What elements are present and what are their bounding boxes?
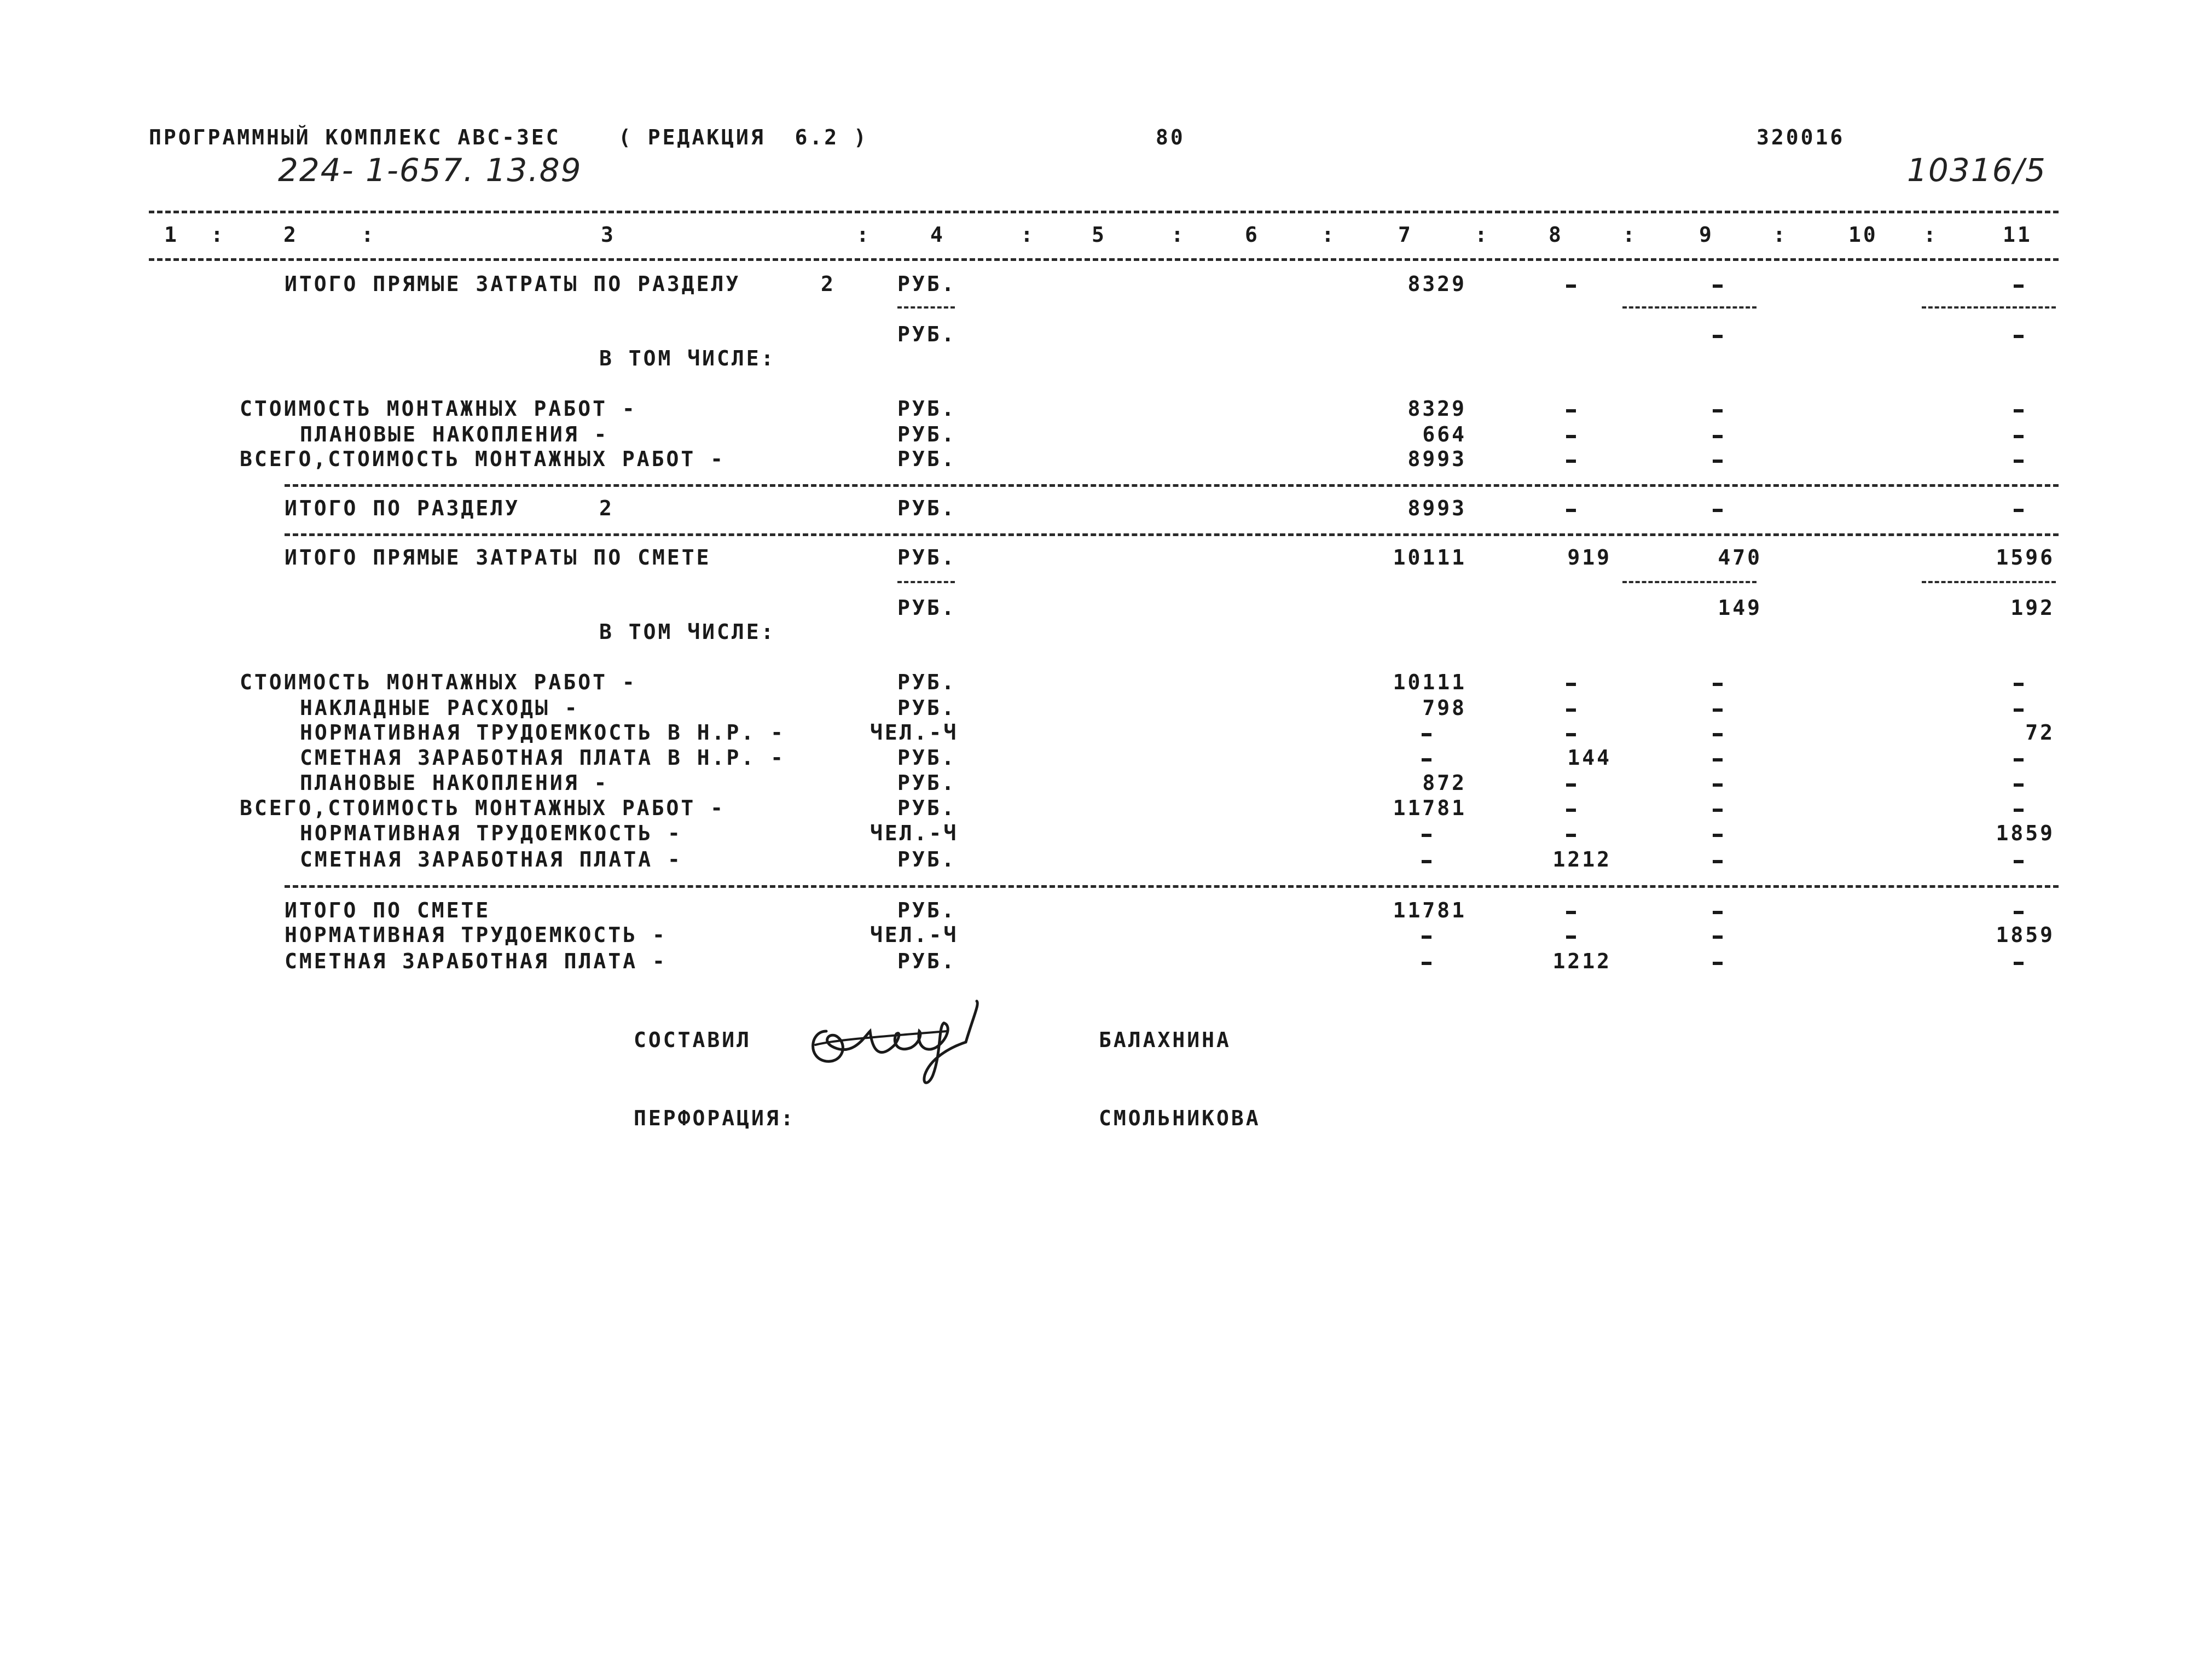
unit: РУБ. <box>897 545 957 569</box>
dash-mark <box>1713 733 1723 736</box>
dash-mark <box>1566 733 1576 736</box>
value-col8: 1212 <box>1552 847 1611 871</box>
row-label: НОРМАТИВНАЯ ТРУДОЕМКОСТЬ - <box>300 821 682 845</box>
dash-mark <box>1422 758 1431 761</box>
value-col7: 664 <box>1422 422 1466 446</box>
unit: РУБ. <box>897 949 957 973</box>
unit: РУБ. <box>897 696 957 720</box>
dash-mark <box>1713 409 1723 412</box>
dash-mark <box>1713 460 1723 463</box>
final-total-label: ИТОГО ПО СМЕТЕ <box>285 898 491 922</box>
unit: ЧЕЛ.-Ч <box>870 821 959 845</box>
column-separator: : <box>1923 223 1938 247</box>
table-top-rule <box>149 211 2059 213</box>
perforation-name: СМОЛЬНИКОВА <box>1099 1106 1261 1130</box>
dash-mark <box>1713 335 1723 338</box>
row-label: СМЕТНАЯ ЗАРАБОТНАЯ ПЛАТА - <box>300 847 682 871</box>
column-separator: : <box>211 223 225 247</box>
dash-mark <box>1713 509 1723 512</box>
value-col11: 192 <box>2010 596 2055 620</box>
column-separator: : <box>1475 223 1489 247</box>
short-rule <box>1922 306 2056 309</box>
short-rule <box>897 581 955 583</box>
dash-mark <box>1713 911 1723 914</box>
value-col8: 1212 <box>1552 949 1611 973</box>
dash-mark <box>2014 809 2024 812</box>
unit: РУБ. <box>897 596 957 620</box>
final-wages-label: СМЕТНАЯ ЗАРАБОТНАЯ ПЛАТА - <box>285 949 667 973</box>
dash-mark <box>1566 509 1576 512</box>
row-label: ПЛАНОВЫЕ НАКОПЛЕНИЯ - <box>300 422 609 446</box>
short-rule <box>897 306 955 309</box>
dash-mark <box>2014 460 2024 463</box>
dash-mark <box>1566 935 1576 939</box>
dash-mark <box>1713 834 1723 837</box>
dash-mark <box>1713 683 1723 686</box>
unit: ЧЕЛ.-Ч <box>870 923 959 947</box>
dash-mark <box>1566 809 1576 812</box>
dash-mark <box>1713 783 1723 787</box>
column-separator: : <box>856 223 871 247</box>
unit: РУБ. <box>897 322 957 346</box>
dash-mark <box>2014 335 2024 338</box>
header-bottom-rule <box>149 258 2059 261</box>
page-number: 80 <box>1156 125 1185 149</box>
dash-mark <box>1566 409 1576 412</box>
dash-mark <box>2014 683 2024 686</box>
estimate-direct-costs-label: ИТОГО ПРЯМЫЕ ЗАТРАТЫ ПО СМЕТЕ <box>285 545 711 569</box>
dash-mark <box>1566 783 1576 787</box>
dash-mark <box>1713 962 1723 965</box>
value-col7: 8329 <box>1407 272 1466 296</box>
column-header-10: 10 <box>1848 223 1878 247</box>
dash-mark <box>1713 809 1723 812</box>
value-col8: 919 <box>1567 545 1611 569</box>
dash-mark <box>2014 509 2024 512</box>
row-label: СТОИМОСТЬ МОНТАЖНЫХ РАБОТ - <box>240 397 637 421</box>
unit: РУБ. <box>897 397 957 421</box>
including-label: В ТОМ ЧИСЛЕ: <box>599 346 776 370</box>
column-header-7: 7 <box>1398 223 1413 247</box>
short-rule <box>1622 581 1757 583</box>
dash-mark <box>2014 435 2024 438</box>
value-col7: 798 <box>1422 696 1466 720</box>
unit: РУБ. <box>897 670 957 694</box>
dash-mark <box>1713 435 1723 438</box>
column-separator: : <box>1171 223 1186 247</box>
unit: РУБ. <box>897 422 957 446</box>
dash-mark <box>1422 834 1431 837</box>
row-label: СТОИМОСТЬ МОНТАЖНЫХ РАБОТ - <box>240 670 637 694</box>
value-col11: 1859 <box>1996 821 2055 845</box>
dash-mark <box>1422 935 1431 939</box>
row-label: СМЕТНАЯ ЗАРАБОТНАЯ ПЛАТА В Н.Р. - <box>300 746 785 770</box>
column-header-6: 6 <box>1245 223 1260 247</box>
short-rule <box>1922 581 2056 583</box>
composed-by-name: БАЛАХНИНА <box>1099 1028 1231 1052</box>
value-col8: 144 <box>1567 746 1611 770</box>
value-col7: 11781 <box>1393 898 1466 922</box>
signature-image <box>804 993 990 1091</box>
section-rule <box>285 484 2059 487</box>
unit: ЧЕЛ.-Ч <box>870 720 959 745</box>
unit: РУБ. <box>897 898 957 922</box>
value-col7: 8993 <box>1407 496 1466 520</box>
row-label: ПЛАНОВЫЕ НАКОПЛЕНИЯ - <box>300 771 609 795</box>
value-col9: 470 <box>1718 545 1762 569</box>
dash-mark <box>1422 733 1431 736</box>
column-header-2: 2 <box>283 223 298 247</box>
column-header-11: 11 <box>2003 223 2032 247</box>
dash-mark <box>1713 860 1723 863</box>
value-col9: 149 <box>1718 596 1762 620</box>
column-separator: : <box>1021 223 1035 247</box>
section-total-label: ИТОГО ПО РАЗДЕЛУ <box>285 496 520 520</box>
program-title: ПРОГРАММНЫЙ КОМПЛЕКС АВС-3ЕС <box>149 125 561 149</box>
dash-mark <box>2014 409 2024 412</box>
value-col7: 11781 <box>1393 796 1466 820</box>
section-number: 2 <box>821 272 836 296</box>
value-col11: 1596 <box>1996 545 2055 569</box>
section-rule <box>285 533 2059 536</box>
column-separator: : <box>361 223 376 247</box>
value-col7: 8329 <box>1407 397 1466 421</box>
dash-mark <box>2014 284 2024 288</box>
column-separator: : <box>1773 223 1788 247</box>
value-col7: 10111 <box>1393 545 1466 569</box>
column-separator: : <box>1321 223 1336 247</box>
document-code: 320016 <box>1757 125 1845 149</box>
edition-label: ( РЕДАКЦИЯ 6.2 ) <box>618 125 868 149</box>
column-header-9: 9 <box>1699 223 1714 247</box>
final-labor-label: НОРМАТИВНАЯ ТРУДОЕМКОСТЬ - <box>285 923 667 947</box>
dash-mark <box>1422 962 1431 965</box>
value-col7: 10111 <box>1393 670 1466 694</box>
section-number: 2 <box>599 496 614 520</box>
value-col7: 8993 <box>1407 447 1466 471</box>
unit: РУБ. <box>897 746 957 770</box>
handwritten-archive-number: 10316/5 <box>1907 152 2047 189</box>
dash-mark <box>2014 962 2024 965</box>
section-direct-costs-label: ИТОГО ПРЯМЫЕ ЗАТРАТЫ ПО РАЗДЕЛУ <box>285 272 741 296</box>
dash-mark <box>2014 708 2024 712</box>
perforation-label: ПЕРФОРАЦИЯ: <box>634 1106 796 1130</box>
dash-mark <box>1422 860 1431 863</box>
dash-mark <box>1566 708 1576 712</box>
short-rule <box>1622 306 1757 309</box>
including-label: В ТОМ ЧИСЛЕ: <box>599 620 776 644</box>
dash-mark <box>2014 860 2024 863</box>
column-header-8: 8 <box>1549 223 1563 247</box>
row-label: ВСЕГО,СТОИМОСТЬ МОНТАЖНЫХ РАБОТ - <box>240 796 725 820</box>
unit: РУБ. <box>897 496 957 520</box>
dash-mark <box>1566 435 1576 438</box>
dash-mark <box>1566 284 1576 288</box>
unit: РУБ. <box>897 796 957 820</box>
column-header-5: 5 <box>1092 223 1106 247</box>
dash-mark <box>1713 758 1723 761</box>
row-label: НАКЛАДНЫЕ РАСХОДЫ - <box>300 696 579 720</box>
unit: РУБ. <box>897 447 957 471</box>
dash-mark <box>2014 758 2024 761</box>
column-separator: : <box>1622 223 1637 247</box>
dash-mark <box>1566 834 1576 837</box>
value-col11: 1859 <box>1996 923 2055 947</box>
dash-mark <box>1713 708 1723 712</box>
row-label: ВСЕГО,СТОИМОСТЬ МОНТАЖНЫХ РАБОТ - <box>240 447 725 471</box>
column-header-4: 4 <box>930 223 945 247</box>
value-col7: 872 <box>1422 771 1466 795</box>
dash-mark <box>1713 284 1723 288</box>
column-header-3: 3 <box>601 223 616 247</box>
dash-mark <box>1566 911 1576 914</box>
dash-mark <box>2014 783 2024 787</box>
handwritten-doc-ref: 224- 1-657. 13.89 <box>278 152 582 189</box>
column-header-1: 1 <box>164 223 179 247</box>
composed-by-label: СОСТАВИЛ <box>634 1028 752 1052</box>
dash-mark <box>1566 683 1576 686</box>
unit: РУБ. <box>897 847 957 871</box>
unit: РУБ. <box>897 771 957 795</box>
unit: РУБ. <box>897 272 957 296</box>
value-col11: 72 <box>2025 720 2055 745</box>
estimate-rule <box>285 885 2059 888</box>
dash-mark <box>1713 935 1723 939</box>
row-label: НОРМАТИВНАЯ ТРУДОЕМКОСТЬ В Н.Р. - <box>300 720 785 745</box>
dash-mark <box>1566 460 1576 463</box>
dash-mark <box>2014 911 2024 914</box>
